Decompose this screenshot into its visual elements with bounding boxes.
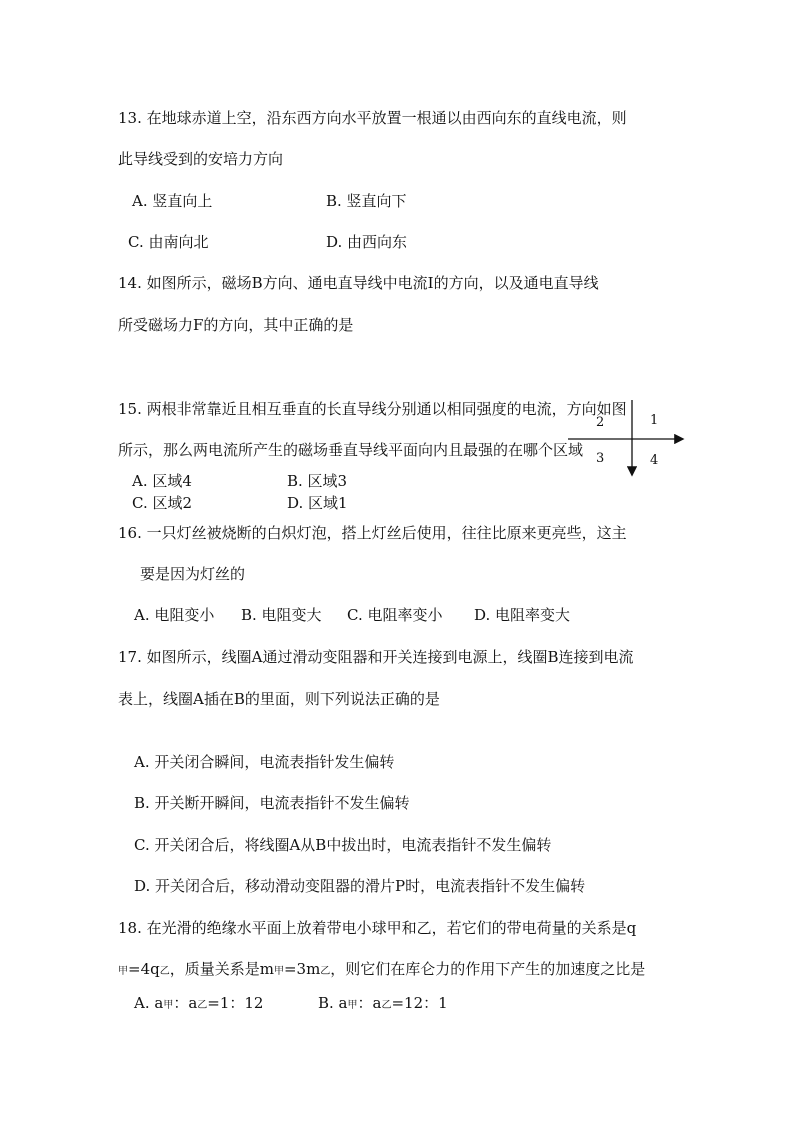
- q15-option-d: D. 区域1: [287, 494, 348, 512]
- q18-sub-jia-2: 甲: [273, 966, 284, 977]
- q18-a-sub1: 甲: [163, 1000, 174, 1011]
- q15-line2: 所示，那么两电流所产生的磁场垂直导线平面向内且最强的在哪个区域: [118, 441, 584, 459]
- q17-line1: 17. 如图所示，线圈A通过滑动变阻器和开关连接到电源上，线圈B连接到电流: [118, 648, 634, 666]
- q18-sub-yi-1: 乙: [159, 966, 170, 977]
- q18-option-b: [318, 993, 448, 1016]
- q15-option-a: A. 区域4: [132, 472, 192, 490]
- q16-option-a: A. 电阻变小: [134, 606, 215, 624]
- q16-line1: 16. 一只灯丝被烧断的白炽灯泡，搭上灯丝后使用，往往比原来更亮些，这主: [118, 524, 627, 542]
- q17-option-b: B. 开关断开瞬间，电流表指针不发生偏转: [134, 794, 410, 812]
- q17-option-c: C. 开关闭合后，将线圈A从B中拔出时，电流表指针不发生偏转: [134, 836, 552, 854]
- q18-a-post: =1：12: [207, 994, 264, 1012]
- q18-text-3: =3m: [283, 960, 321, 978]
- q17-option-a: A. 开关闭合瞬间，电流表指针发生偏转: [134, 753, 395, 771]
- q14-line1: 14. 如图所示，磁场B方向、通电直导线中电流I的方向，以及通电直导线: [118, 274, 599, 292]
- q18-b-sub2: 乙: [381, 1000, 392, 1011]
- q18-a-sub2: 乙: [197, 1000, 208, 1011]
- q13-line1: 13. 在地球赤道上空，沿东西方向水平放置一根通以由西向东的直线电流，则: [118, 109, 627, 127]
- q13-option-a: A. 竖直向上: [132, 192, 213, 210]
- region-label-3: 3: [596, 451, 605, 466]
- q18-line1: 18. 在光滑的绝缘水平面上放着带电小球甲和乙，若它们的带电荷量的关系是q: [118, 919, 637, 937]
- q18-line2: [118, 959, 645, 982]
- q18-b-mid: ：a: [357, 994, 382, 1012]
- q18-option-a: [134, 993, 263, 1016]
- q15-option-c: C. 区域2: [132, 494, 193, 512]
- q16-option-c: C. 电阻率变小: [347, 606, 443, 624]
- q15-option-b: B. 区域3: [287, 472, 348, 490]
- q18-sub-yi-2: 乙: [320, 966, 331, 977]
- q18-a-mid: ：a: [173, 994, 198, 1012]
- q18-b-pre: B. a: [318, 994, 348, 1012]
- q15-wire-diagram: [560, 398, 690, 478]
- q18-text-1: =4q: [128, 960, 160, 978]
- q15-line1: 15. 两根非常靠近且相互垂直的长直导线分别通以相同强度的电流，方向如图: [118, 400, 627, 418]
- q16-line2: 要是因为灯丝的: [140, 565, 246, 583]
- q16-option-d: D. 电阻率变大: [474, 606, 571, 624]
- q18-b-sub1: 甲: [347, 1000, 358, 1011]
- q13-option-b: B. 竖直向下: [326, 192, 407, 210]
- q13-option-d: D. 由西向东: [326, 233, 408, 251]
- q16-option-b: B. 电阻变大: [241, 606, 322, 624]
- q18-b-post: =12：1: [391, 994, 448, 1012]
- q18-text-4: ，则它们在库仑力的作用下产生的加速度之比是: [330, 960, 646, 978]
- region-label-2: 2: [596, 415, 605, 430]
- region-label-4: 4: [650, 453, 659, 468]
- q17-line2: 表上，线圈A插在B的里面，则下列说法正确的是: [118, 690, 440, 708]
- q14-line2: 所受磁场力F的方向，其中正确的是: [118, 316, 354, 334]
- q17-option-d: D. 开关闭合后，移动滑动变阻器的滑片P时，电流表指针不发生偏转: [134, 877, 586, 895]
- q13-option-c: C. 由南向北: [128, 233, 209, 251]
- region-label-1: 1: [650, 413, 659, 428]
- q18-text-2: ，质量关系是m: [169, 960, 274, 978]
- q18-a-pre: A. a: [134, 994, 164, 1012]
- q18-sub-jia-1: 甲: [118, 966, 128, 977]
- q13-line2: 此导线受到的安培力方向: [118, 150, 284, 168]
